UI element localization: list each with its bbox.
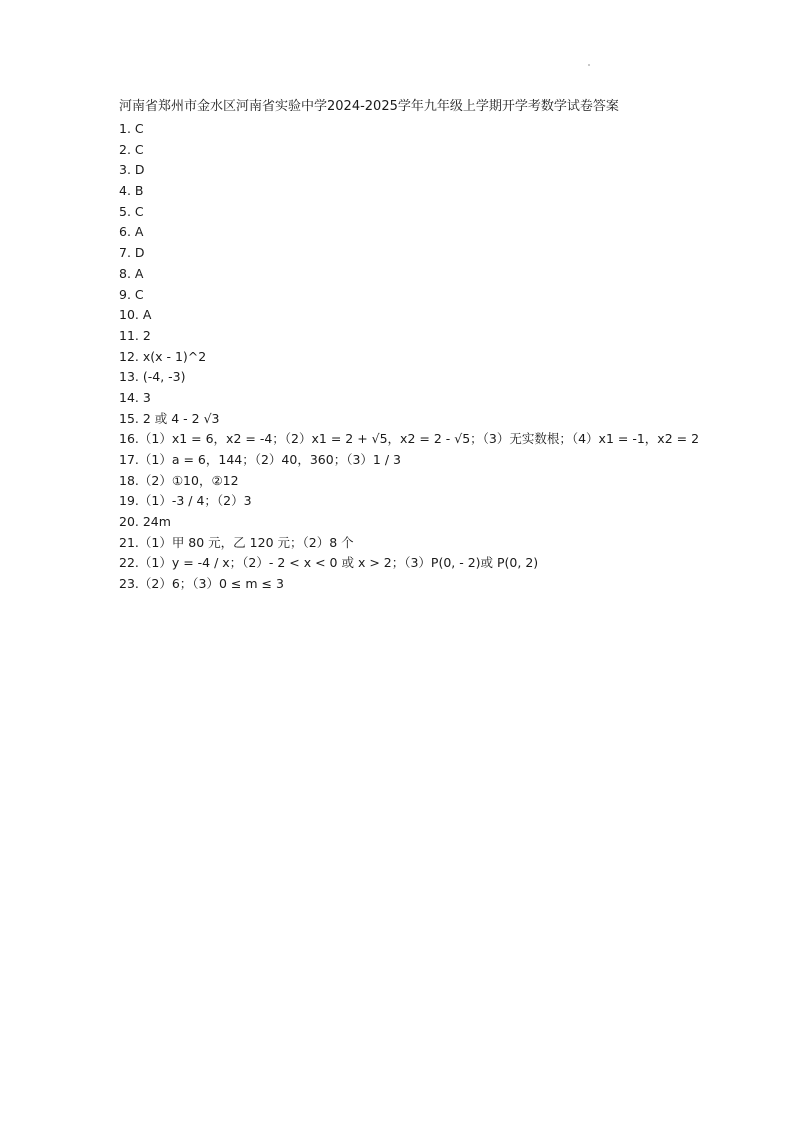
answer-line-15: 15. 2 或 4 - 2 √3 <box>119 410 220 426</box>
answer-line-22: 22.（1）y = -4 / x；（2）- 2 < x < 0 或 x > 2；（3）P(0, - 2)或 P(0, 2) <box>119 555 539 571</box>
answer-line-6: 6. A <box>119 224 144 240</box>
answer-line-9: 9. C <box>119 286 144 302</box>
answer-line-8: 8. A <box>119 265 144 281</box>
answer-line-4: 4. B <box>119 183 144 199</box>
answer-line-13: 13. (-4, -3) <box>119 369 186 385</box>
answer-line-20: 20. 24m <box>119 514 171 530</box>
document-title: 河南省郑州市金水区河南省实验中学2024-2025学年九年级上学期开学考数学试卷答案 <box>119 99 619 114</box>
answer-line-1: 1. C <box>119 121 144 136</box>
answer-line-23: 23.（2）6；（3）0 ≤ m ≤ 3 <box>119 576 284 592</box>
answer-line-14: 14. 3 <box>119 389 151 405</box>
answer-line-18: 18.（2）①10，②12 <box>119 472 239 488</box>
answer-line-19: 19.（1）-3 / 4；（2）3 <box>119 493 252 509</box>
answer-line-2: 2. C <box>119 141 144 157</box>
answer-list <box>119 119 719 595</box>
answer-line-3: 3. D <box>119 162 145 178</box>
answer-line-10: 10. A <box>119 307 152 323</box>
answer-line-16: 16.（1）x1 = 6，x2 = -4；（2）x1 = 2 + √5，x2 = 2 - √5；（3）无实数根；（4）x1 = -1，x2 = 2 <box>119 431 700 447</box>
answer-line-17: 17.（1）a = 6，144；（2）40，360；（3）1 / 3 <box>119 452 401 467</box>
corner-mark <box>588 64 590 66</box>
answer-line-11: 11. 2 <box>119 327 151 343</box>
answer-line-12: 12. x(x - 1)^2 <box>119 348 207 364</box>
answer-line-5: 5. C <box>119 203 144 219</box>
answer-line-7: 7. D <box>119 245 145 261</box>
answer-line-21: 21.（1）甲 80 元，乙 120 元；（2）8 个 <box>119 534 354 550</box>
